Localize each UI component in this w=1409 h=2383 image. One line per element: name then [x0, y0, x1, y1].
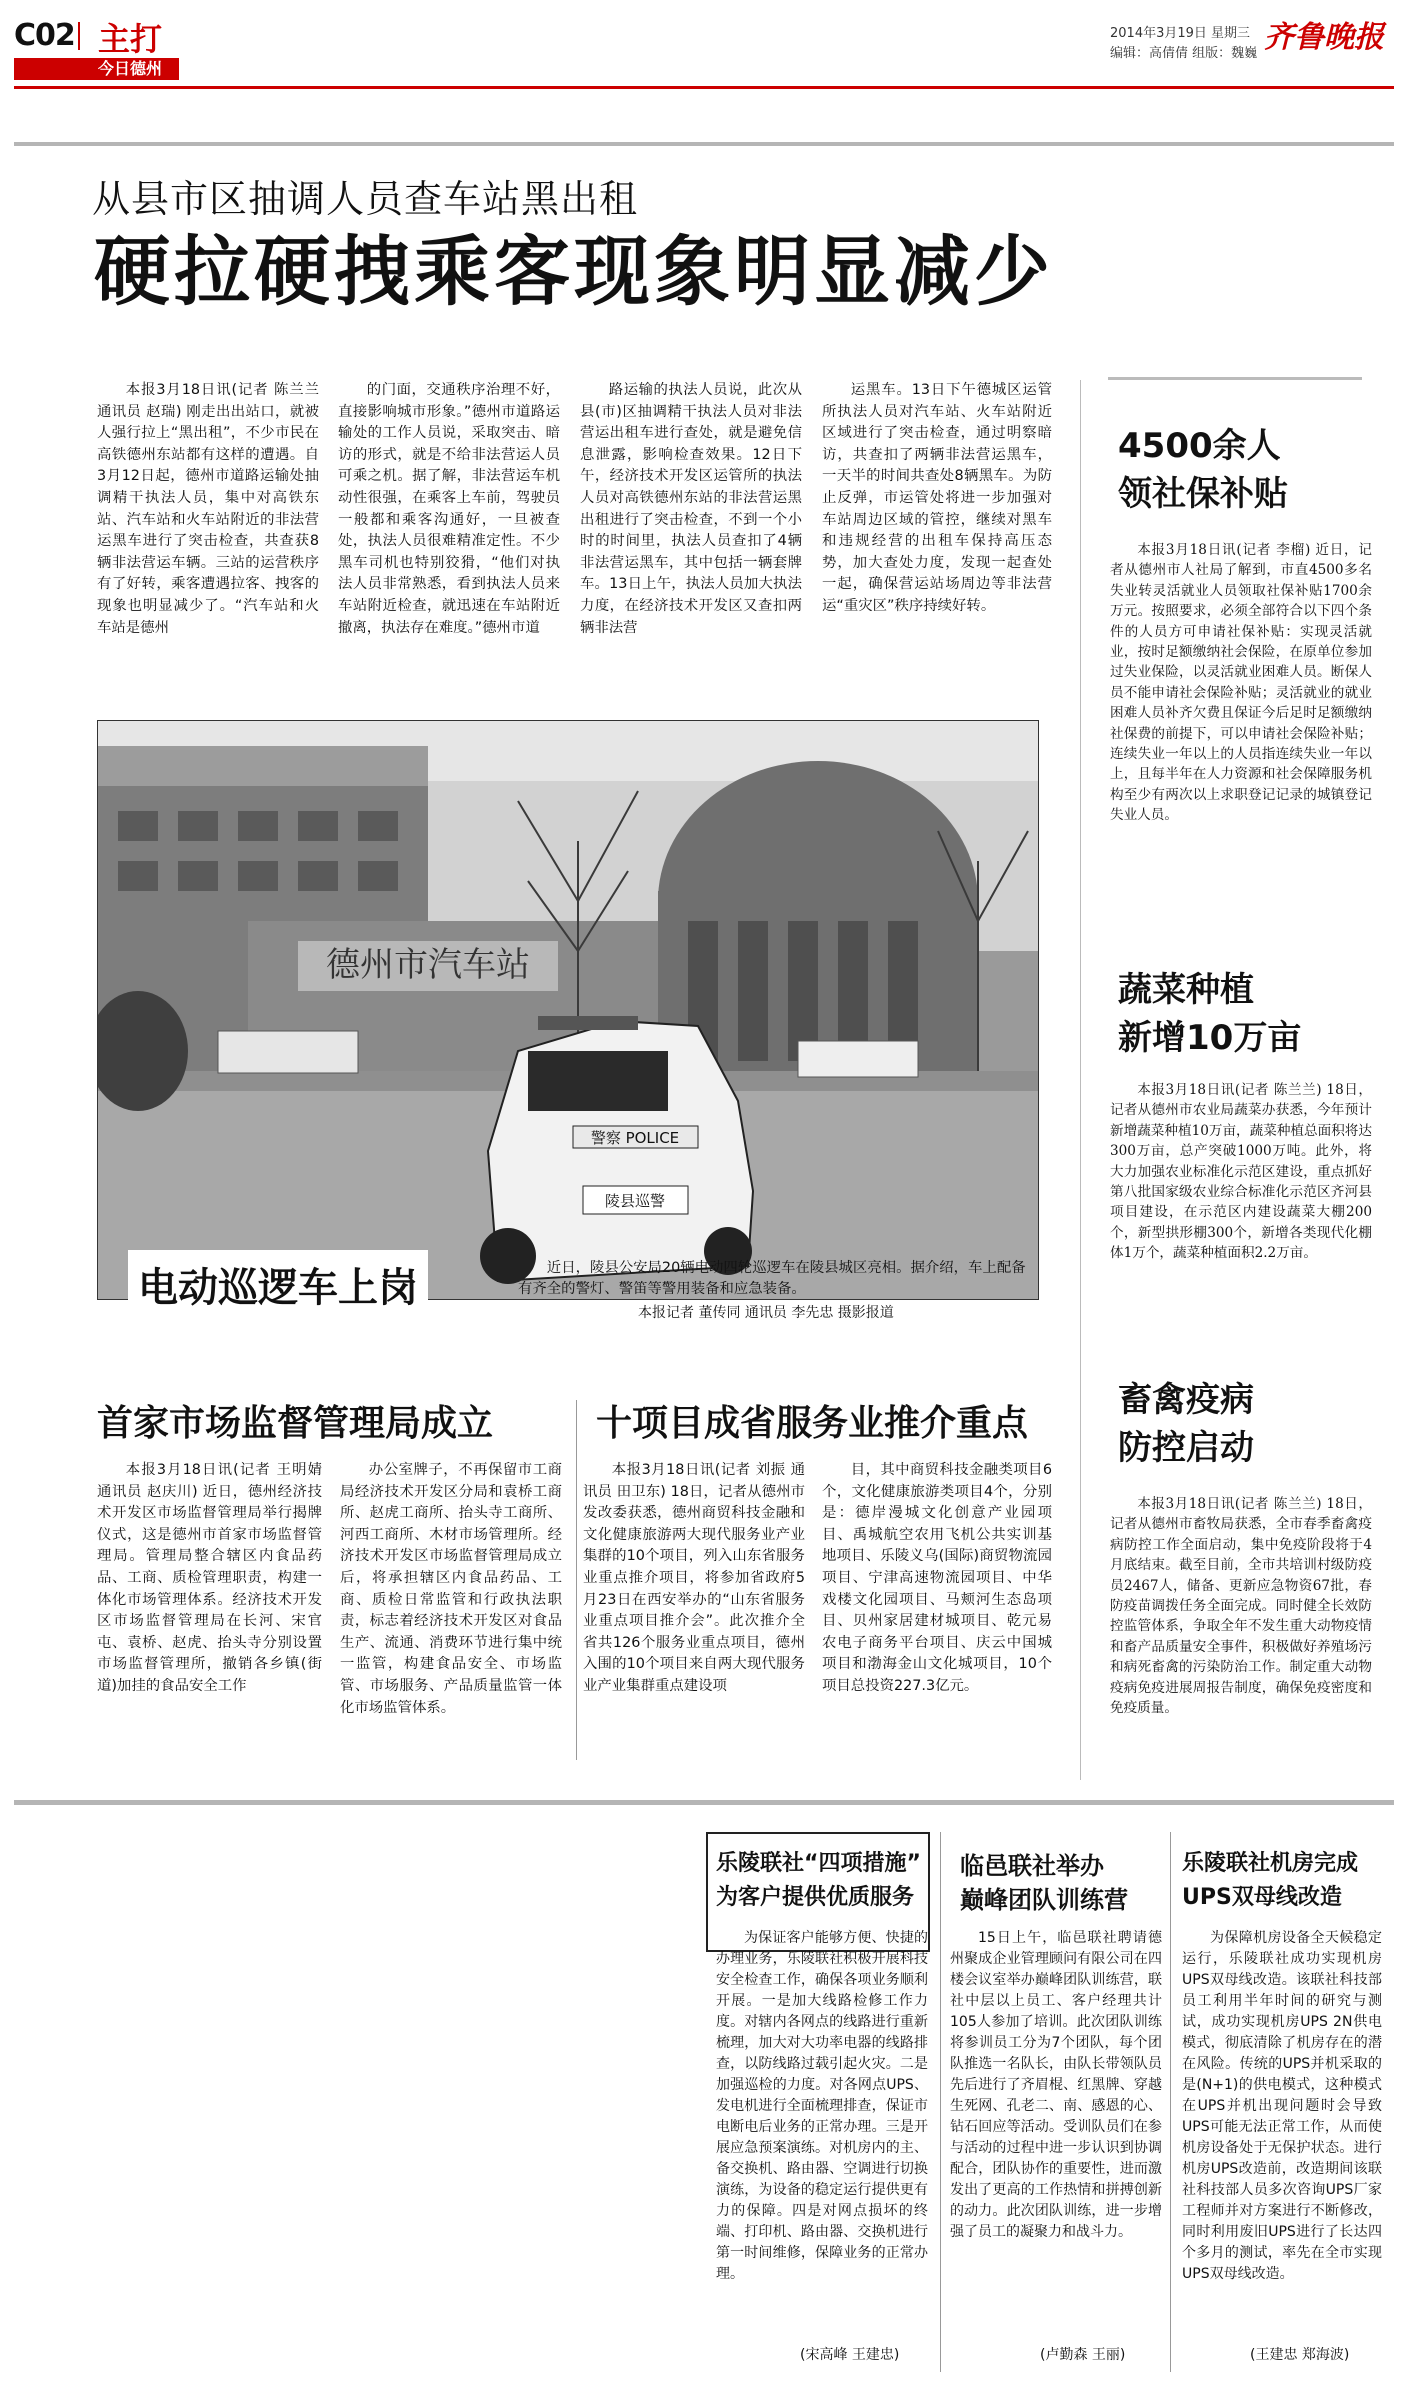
bottom-3-text: 为保障机房设备全天候稳定运行，乐陵联社成功实现机房UPS双母线改造。该联社科技部员工利用半年时间的研究与测试，成功实现机房UPS 2N供电模式，彻底清除了机房存在的潜在风险。传统的UPS并机采取的是(N+1)的供电模式，这种模式在UPS并机出现问题时会导致UPS可能无法正常工作，从而使机房设备处于无保护状态。进行机房UPS改造前，改造期间该联社科技部人员多次咨询UPS厂家工程师并对方案进行不断修改，同时利用废旧UPS进行了长达四个多月的测试，率先在全市实现UPS双母线改造。	[1182, 1930, 1382, 2282]
sidebar-2-text: 本报3月18日讯(记者 陈兰兰) 18日，记者从德州市农业局蔬菜办获悉，今年预计新增蔬菜种植10万亩，蔬菜种植总面积将达300万亩，总产突破1000万吨。此外，将大力加强农业标准化示范区建设，重点抓好第八批国家级农业综合标准化示范区齐河县项目建设，在示范区内建设蔬菜大棚200个，新型拱形棚300个，新增各类现代化棚体1万个，蔬菜种植面积2.2万亩。	[1110, 1082, 1372, 1262]
section-title: 主打	[98, 20, 163, 58]
date-line: 2014年3月19日 星期三	[1110, 26, 1251, 41]
sidebar-divider	[1080, 380, 1081, 1780]
lead-col-2: 的门面，交通秩序治理不好，直接影响城市形象。”德州市道路运输处的工作人员说，采取突击、暗访的形式，就是不给非法营运人员可乘之机。据了解，非法营运车机动性很强，在乘客上车前，驾驶员一般都和乘客沟通好，一旦被查处，执法人员很难精准定性。不少黑车司机也特别狡猾，“他们对执法人员非常熟悉，看到执法人员来车站附近检查，就迅速在车站附近撤离，执法存在难度。”德州市道	[338, 382, 560, 636]
photo-illustration	[98, 721, 1038, 1299]
bottom-3-title-line2: UPS双母线改造	[1182, 1885, 1342, 1910]
bottom-2-title-line2: 巅峰团队训练营	[960, 1886, 1128, 1914]
bottom-1-title-line2: 为客户提供优质服务	[716, 1885, 915, 1910]
bottom-divider-1	[940, 1832, 941, 2372]
market-col-2: 办公室牌子，不再保留市工商局经济技术开发区分局和袁桥工商所、赵虎工商所、抬头寺工商所、河西工商所、木材市场管理所。经济技术开发区市场监督管理局成立后，将承担辖区内食品药品、工商、质检日常监管和行政执法职责，标志着经济技术开发区对食品生产、流通、消费环节进行集中统一监管，构建食品安全、市场监管、市场服务、产品质量监管一体化市场监管体系。	[340, 1462, 562, 1716]
page-code-divider	[78, 22, 80, 50]
market-col-1: 本报3月18日讯(记者 王明婧 通讯员 赵庆川) 近日，德州经济技术开发区市场监督管理局举行揭牌仪式，这是德州市首家市场监督管理局。管理局整合辖区内食品药品、工商、质检管理职责，构建一体化市场管理体系。经济技术开发区市场监督管理局在长河、宋官屯、袁桥、赵虎、抬头寺分别设置市场监督管理所，撤销各乡镇(街道)加挂的食品安全工作	[97, 1462, 322, 1694]
sidebar-1-title-line2: 领社保补贴	[1118, 474, 1288, 514]
bottom-1-title-line1: 乐陵联社“四项措施”	[716, 1851, 921, 1876]
sidebar-2-title-line2: 新增10万亩	[1118, 1018, 1302, 1058]
sidebar-2-title-line1: 蔬菜种植	[1118, 970, 1254, 1010]
photo-caption-credit: 本报记者 董传同 通讯员 李先忠 摄影报道	[638, 1305, 894, 1321]
sidebar-1-text: 本报3月18日讯(记者 李榴) 近日，记者从德州市人社局了解到，市直4500多名失业转灵活就业人员领取社保补贴1700余万元。按照要求，必须全部符合以下四个条件的人员方可申请社保补贴：实现灵活就业，按时足额缴纳社会保险，在原单位参加过失业保险，以灵活就业困难人员。断保人员不能申请社会保险补贴；灵活就业的就业困难人员补齐欠费且保证今后足时足额缴纳社保费的前提下，可以申请社会保险补贴；连续失业一年以上的人员指连续失业一年以上，且每半年在人力资源和社会保障服务机构至少有两次以上求职登记记录的城镇登记失业人员。	[1110, 542, 1372, 824]
lead-kicker: 从县市区抽调人员查车站黑出租	[92, 177, 639, 221]
bottom-2-text: 15日上午，临邑联社聘请德州聚成企业管理顾问有限公司在四楼会议室举办巅峰团队训练营，联社中层以上员工、客户经理共计105人参加了培训。此次团队训练将参训员工分为7个团队，每个团队推选一名队长，由队长带领队员先后进行了齐眉棍、红黑牌、穿越生死网、孔老二、南、感恩的心、钻石回应等活动。受训队员们在参与活动的过程中进一步认识到协调配合，团队协作的重要性，进而激发出了更高的工作热情和拼搏创新的动力。此次团队训练，进一步增强了员工的凝聚力和战斗力。	[950, 1930, 1162, 2240]
sidebar-1-title-line1: 4500余人	[1118, 426, 1281, 466]
header-rule-red	[14, 86, 1394, 89]
header-rule-grey	[14, 142, 1394, 146]
lead-col-4: 运黑车。13日下午德城区运管所执法人员对汽车站、火车站附近区域进行了突击检查，通过明察暗访，共查扣了两辆非法营运黑车，一天半的时间共查处8辆黑车。为防止反弹，市运管处将进一步加强对车站周边区域的管控，继续对黑车和违规经营的出租车保持高压态势，加大查处力度，发现一起查处一起，确保营运站场周边等非法营运“重灾区”秩序持续好转。	[822, 382, 1052, 614]
bottom-1-credit: (宋高峰 王建忠)	[800, 2347, 900, 2363]
photo-caption-text: 近日，陵县公安局20辆电动四轮巡逻车在陵县城区亮相。据介绍，车上配备有齐全的警灯、警笛等警用装备和应急装备。	[518, 1260, 1026, 1297]
bottom-3-title-line1: 乐陵联社机房完成	[1182, 1851, 1359, 1876]
sidebar-3-title-line1: 畜禽疫病	[1118, 1380, 1254, 1420]
page-header	[0, 0, 1409, 90]
page-code: C02	[14, 18, 75, 53]
subsection-title: 今日德州	[98, 59, 163, 78]
bottom-1-text: 为保证客户能够方便、快捷的办理业务，乐陵联社积极开展科技安全检查工作，确保各项业务顺利开展。一是加大线路检修工作力度。对辖内各网点的线路进行重新梳理，加大对大功率电器的线路排查，以防线路过载引起火灾。二是加强巡检的力度。对各网点UPS、发电机进行全面梳理排查，保证市电断电后业务的正常办理。三是开展应急预案演练。对机房内的主、备交换机、路由器、空调进行切换演练，为设备的稳定运行提供更有力的保障。四是对网点损坏的终端、打印机、路由器、交换机进行第一时间维修，保障业务的正常办理。	[716, 1930, 928, 2282]
sidebar-3-text: 本报3月18日讯(记者 陈兰兰) 18日，记者从德州市畜牧局获悉，全市春季畜禽疫病防控工作全面启动，集中免疫阶段将于4月底结束。截至目前，全市共培训村级防疫员2467人，储备、更新应急物资67批，春防疫苗调拨任务全面完成。同时健全长效防控监管体系，争取全年不发生重大动物疫情和畜产品质量安全事件，积极做好养殖场污和病死畜禽的污染防治工作。制定重大动物疫病免疫进展周报告制度，确保免疫密度和免疫质量。	[1110, 1496, 1372, 1717]
police-car-photo	[97, 720, 1039, 1300]
bottom-3-credit: (王建忠 郑海波)	[1250, 2347, 1350, 2363]
sidebar-3-title-line2: 防控启动	[1118, 1428, 1254, 1468]
editors-line: 编辑：高倩倩 组版：魏巍	[1110, 46, 1258, 61]
lower-divider	[576, 1400, 577, 1760]
car-plate-text: 陵县巡警	[604, 1192, 666, 1210]
bottom-divider-2	[1170, 1832, 1171, 2372]
service-story-title: 十项目成省服务业推介重点	[596, 1403, 1029, 1444]
lead-col-1: 本报3月18日讯(记者 陈兰兰 通讯员 赵瑞) 刚走出出站口，就被人强行拉上“黑出租”，不少市民在高铁德州东站都有这样的遭遇。自3月12日起，德州市道路运输处抽调精干执法人员，集中对高铁东站、汽车站和火车站附近的非法营运黑车进行了突击检查，共查获8辆非法营运车辆。三站的运营秩序有了好转，乘客遭遇拉客、拽客的现象也明显减少了。“汽车站和火车站是德州	[97, 382, 319, 636]
service-col-1: 本报3月18日讯(记者 刘振 通讯员 田卫东) 18日，记者从德州市发改委获悉，德州商贸科技金融和文化健康旅游两大现代服务业产业集群的10个项目，列入山东省服务业重点推介项目，将参加省政府5月23日在西安举办的“山东省服务业重点项目推介会”。此次推介全省共126个服务业重点项目，德州入围的10个项目来自两大现代服务业产业集群重点建设项	[583, 1462, 805, 1694]
police-car	[480, 1016, 753, 1284]
bottom-2-title-line1: 临邑联社举办	[960, 1852, 1104, 1880]
sidebar-top-shade	[1108, 377, 1362, 380]
masthead-logo: 齐鲁晚报	[1264, 20, 1384, 55]
lead-headline: 硬拉硬拽乘客现象明显减少	[94, 227, 1054, 316]
car-police-text: 警察 POLICE	[590, 1129, 680, 1147]
market-story-title: 首家市场监督管理局成立	[97, 1403, 494, 1444]
photo-caption-title: 电动巡逻车上岗	[128, 1250, 428, 1319]
building-sign: 德州市汽车站	[326, 945, 530, 985]
bottom-section-rule	[14, 1800, 1394, 1805]
bottom-2-credit: (卢勤森 王丽)	[1040, 2347, 1126, 2363]
service-col-2: 目，其中商贸科技金融类项目6个，文化健康旅游类项目4个，分别是：德岸漫城文化创意产业园项目、禹城航空农用飞机公共实训基地项目、乐陵义乌(国际)商贸物流园项目、宁津高速物流园项目、中华戏楼文化园项目、马颊河生态岛项目、贝州家居建材城项目、乾元易农电子商务平台项目、庆云中国城项目和渤海金山文化城项目，10个项目总投资227.3亿元。	[822, 1462, 1052, 1694]
lead-col-3: 路运输的执法人员说，此次从县(市)区抽调精干执法人员对非法营运出租车进行查处，就是避免信息泄露，影响检查效果。12日下午，经济技术开发区运管所的执法人员对高铁德州东站的非法营运黑出租进行了突击检查，不到一个小时的时间里，执法人员查扣了4辆非法营运黑车，其中包括一辆套牌车。13日上午，执法人员加大执法力度，在经济技术开发区又查扣两辆非法营	[580, 382, 802, 636]
